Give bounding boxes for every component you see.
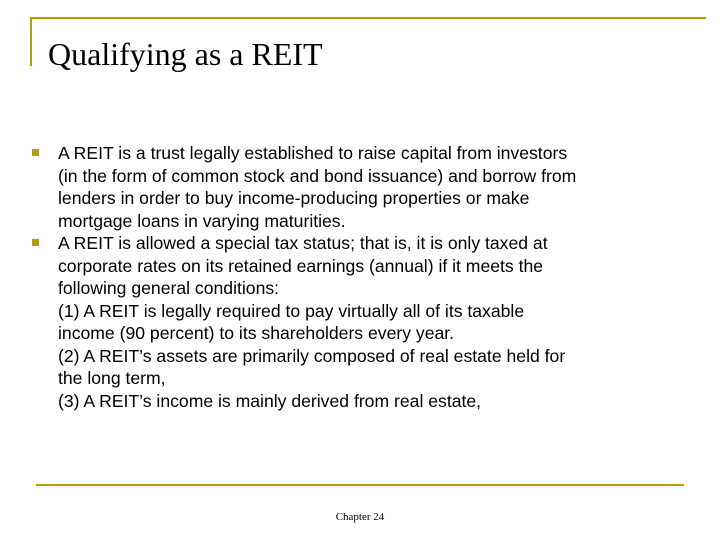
bullet-item-tax-status xyxy=(32,232,692,412)
frame-top-rule xyxy=(30,17,706,19)
footer-chapter-label: Chapter 24 xyxy=(335,511,385,523)
frame-left-rule xyxy=(30,17,32,66)
condition-1-text: (1) A REIT is legally required to pay virtually all of its taxable xyxy=(58,300,525,321)
footer-rule xyxy=(36,484,684,486)
square-bullet-icon xyxy=(32,239,39,246)
bullet-text-line: mortgage loans in varying maturities. xyxy=(58,210,346,231)
condition-3-text: (3) A REIT’s income is mainly derived from real estate, xyxy=(58,390,482,411)
bullet-text-line: lenders in order to buy income-producing properties or make xyxy=(58,188,530,208)
condition-2-text: (2) A REIT’s assets are primarily composed of real estate held for xyxy=(58,345,566,366)
bullet-text-line: (in the form of common stock and bond issuance) and borrow from xyxy=(58,165,577,186)
bullet-list xyxy=(32,142,692,412)
bullet-text-line: corporate rates on its retained earnings (annual) if it meets the xyxy=(58,255,544,276)
condition-1-text-cont: income (90 percent) to its shareholders every year. xyxy=(58,323,455,343)
bullet-text-line: following general conditions: xyxy=(58,278,280,298)
bullet-text-line: A REIT is allowed a special tax status; that is, it is only taxed at xyxy=(58,233,548,253)
condition-2-text-cont: the long term, xyxy=(58,368,166,388)
slide-title: Qualifying as a REIT xyxy=(48,36,323,72)
square-bullet-icon xyxy=(32,149,39,156)
bullet-text-line: A REIT is a trust legally established to raise capital from investors xyxy=(58,143,568,163)
bullet-item-reit-definition xyxy=(32,142,692,232)
